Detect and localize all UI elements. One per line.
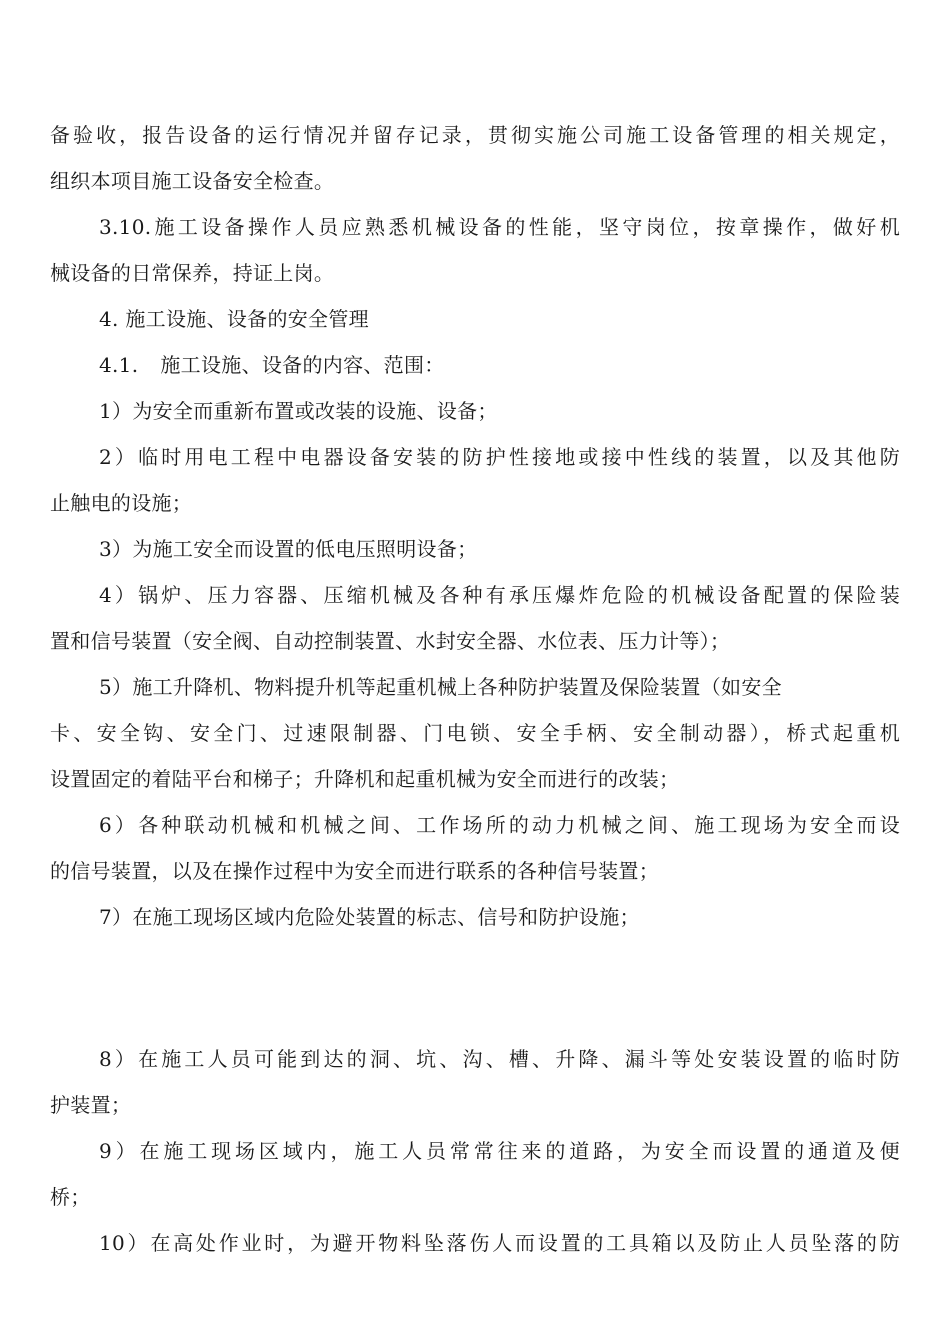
subsection-heading <box>50 342 900 388</box>
list-item: 10）在高处作业时，为避开物料坠落伤人而设置的工具箱以及防止人员坠落的防 <box>99 1231 900 1255</box>
text-block-lower <box>50 1036 900 1266</box>
list-item-continuation: 止触电的设施； <box>50 491 193 515</box>
list-item: 8）在施工人员可能到达的洞、坑、沟、槽、升降、漏斗等处安装设置的临时防 <box>99 1047 900 1071</box>
list-item: 1）为安全而重新布置或改装的设施、设备； <box>99 399 498 423</box>
list-item-continuation: 护装置； <box>50 1093 132 1117</box>
list-item: 5）施工升降机、物料提升机等起重机械上各种防护装置及保险装置（如安全 <box>99 675 782 699</box>
list-item-continuation: 卡、安全钩、安全门、过速限制器、门电锁、安全手柄、安全制动器），桥式起重机 <box>50 721 900 745</box>
subsection-title: 施工设施、设备的内容、范围： <box>160 353 445 377</box>
paragraph-line: 备验收，报告设备的运行情况并留存记录，贯彻实施公司施工设备管理的相关规定， <box>50 123 900 147</box>
text-block-upper <box>50 112 900 940</box>
list-item: 2）临时用电工程中电器设备安装的防护性接地或接中性线的装置，以及其他防 <box>99 445 900 469</box>
list-item-continuation: 置和信号装置（安全阀、自动控制装置、水封安全器、水位表、压力计等）； <box>50 629 731 653</box>
subsection-number: 4.1. <box>99 353 139 377</box>
list-item: 9）在施工现场区域内，施工人员常常往来的道路，为安全而设置的通道及便 <box>99 1139 900 1163</box>
list-item-continuation: 的信号装置，以及在操作过程中为安全而进行联系的各种信号装置； <box>50 859 659 883</box>
list-item: 4）锅炉、压力容器、压缩机械及各种有承压爆炸危险的机械设备配置的保险装 <box>99 583 900 607</box>
paragraph-line: 3.10.施工设备操作人员应熟悉机械设备的性能，坚守岗位，按章操作，做好机 <box>99 215 900 239</box>
paragraph-line: 械设备的日常保养，持证上岗。 <box>50 261 335 285</box>
list-item: 3）为施工安全而设置的低电压照明设备； <box>99 537 478 561</box>
section-heading: 4. 施工设施、设备的安全管理 <box>99 307 369 331</box>
list-item: 7）在施工现场区域内危险处装置的标志、信号和防护设施； <box>99 905 640 929</box>
list-item-continuation: 设置固定的着陆平台和梯子；升降机和起重机械为安全而进行的改装； <box>50 767 680 791</box>
paragraph-line: 组织本项目施工设备安全检查。 <box>50 169 335 193</box>
list-item: 6）各种联动机械和机械之间、工作场所的动力机械之间、施工现场为安全而设 <box>99 813 900 837</box>
list-item-continuation: 桥； <box>50 1185 91 1209</box>
